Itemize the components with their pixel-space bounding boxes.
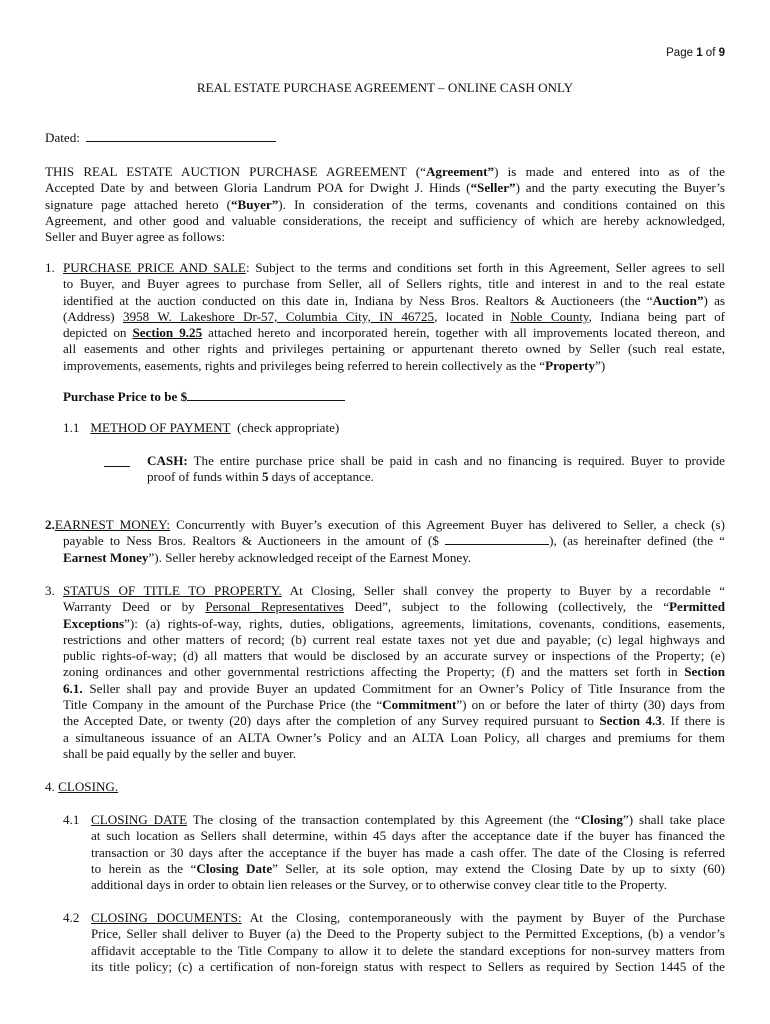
method-of-payment: 1.1 METHOD OF PAYMENT (check appropriate)	[63, 420, 340, 435]
section-3-status-of-title: STATUS OF TITLE TO PROPERTY. At Closing, Seller shall convey the property to Buyer by a recordable “ Warranty Deed or by Personal Representatives Deed”, subject to the following (collectively, the “Permitted Exceptions”): (a) rights-of-way, rights, duties, obligations, agreements, limitations, covenants, conditions, easements, restrictions and other matters of record; (b) current real estate taxes not yet due and payable; (c) legal highways and public rights-of-way; (d) all matters that would be disclosed by an accurate survey or inspections of the Property; (e) zoning ordinances and other governmental restrictions affecting the Property; (f) and the matters set forth in Section 6.1. Seller shall pay and provide Buyer an updated Commitment for an Owner’s Policy of Title Insurance from the Title Company in the amount of the Purchase Price (the “Commitment”) on or before the later of thirty (30) days from the Accepted Date, or twenty (20) days after the completion of any Survey required pursuant to Section 4.3. If there is a simultaneous issuance of an ALTA Owner’s Policy and an ALTA Loan Policy, all charges and premiums for them shall be paid equally by the seller and buyer.	[63, 583, 726, 761]
purchase-price-line: Purchase Price to be $	[63, 389, 463, 405]
section-1-purchase-price: PURCHASE PRICE AND SALE: Subject to the terms and conditions set forth in this Agreement, Seller agrees to sell to Buyer, and Buyer agrees to purchase from Seller, all of Sellers rights, title and interest in and to the real estate identified at the auction conducted on this date in, Indiana by Ness Bros. Realtors & Auctioneers (the “Auction”) as (Address) 3958 W. Lakeshore Dr-57, Columbia City, IN 46725, located in Noble County, Indiana being part of depicted on Section 9.25 attached hereto and incorporated herein, together with all improvements located thereon, and all easements and other rights and privileges pertaining or appurtenant thereto owned by Seller (such real estate, improvements, easements, rights and privileges being referred to herein collectively as the “Property”)	[63, 260, 726, 373]
page-number: Page 1 of 9	[666, 47, 725, 59]
section-4-heading: CLOSING.	[58, 779, 119, 794]
dated-blank	[86, 130, 276, 142]
section-2-heading: EARNEST MONEY:	[54, 517, 171, 532]
property-address: 3958 W. Lakeshore Dr-57, Columbia City, IN 46725	[123, 308, 435, 324]
section-3-heading: STATUS OF TITLE TO PROPERTY.	[63, 583, 282, 598]
section-4-2-number: 4.2	[63, 910, 80, 925]
purchase-price-blank	[187, 389, 345, 401]
section-3-number: 3.	[45, 583, 55, 598]
section-4-2-closing-documents: CLOSING DOCUMENTS: At the Closing, contemporaneously with the payment by Buyer of the Purchase Price, Seller shall deliver to Buyer (a) the Deed to the Property subject to the Permitted Exceptions, (b) a vendor’s affidavit acceptable to the Title Company to allow it to delete the standard exceptions for non-survey matters from its title policy; (c) a certification of non-foreign status with respect to Sellers as required by Section 1445 of the	[91, 910, 725, 974]
dated-line: Dated:	[45, 130, 725, 146]
cash-checkbox-blank[interactable]	[104, 453, 130, 471]
section-4-closing: 4. CLOSING.	[45, 779, 119, 794]
cash-option: CASH: The entire purchase price shall be paid in cash and no financing is required. Buyer to provide proof of funds within 5 days of acceptance.	[147, 453, 725, 485]
section-1-heading: PURCHASE PRICE AND SALE	[63, 260, 246, 275]
document-title: REAL ESTATE PURCHASE AGREEMENT – ONLINE CASH ONLY	[196, 80, 574, 95]
section-2-earnest-money: 2.EARNEST MONEY: Concurrently with Buyer’s execution of this Agreement Buyer has delivered to Seller, a check (s) payable to Ness Bros. Realtors & Auctioneers in the amount of ($ ), (as hereinafter defined (the “ Earnest Money”). Seller hereby acknowledged receipt of the Earnest Money.	[45, 517, 726, 565]
section-1-number: 1.	[45, 260, 55, 275]
section-4-1-number: 4.1	[63, 812, 80, 827]
earnest-amount-blank	[445, 533, 549, 545]
section-4-2-heading: CLOSING DOCUMENTS:	[91, 910, 242, 925]
intro-paragraph: THIS REAL ESTATE AUCTION PURCHASE AGREEMENT (“Agreement”) is made and entered into as of the Accepted Date by and between Gloria Landrum POA for Dwight J. Hinds (“Seller”) and the party executing the Buyer’s signature page attached hereto (“Buyer”). In consideration of the terms, covenants and conditions contained on this Agreement, and other good and valuable considerations, the receipt and sufficiency of which are hereby acknowledged, Seller and Buyer agree as follows:	[45, 164, 725, 245]
property-county: Noble County	[510, 308, 589, 324]
section-4-1-closing-date: CLOSING DATE The closing of the transaction contemplated by this Agreement (the “Closing”) shall take place at such location as Sellers shall determine, within 45 days after the acceptance date if the buyer has financed the transaction or 30 days after the acceptance if the buyer has made a cash offer. The date of the Closing is referred to herein as the “Closing Date” Seller, at its sole option, may extend the Closing Date by up to sixty (60) additional days in order to obtain lien releases or the Survey, or to otherwise convey clear title to the Property.	[91, 812, 725, 893]
section-4-1-heading: CLOSING DATE	[91, 812, 188, 827]
